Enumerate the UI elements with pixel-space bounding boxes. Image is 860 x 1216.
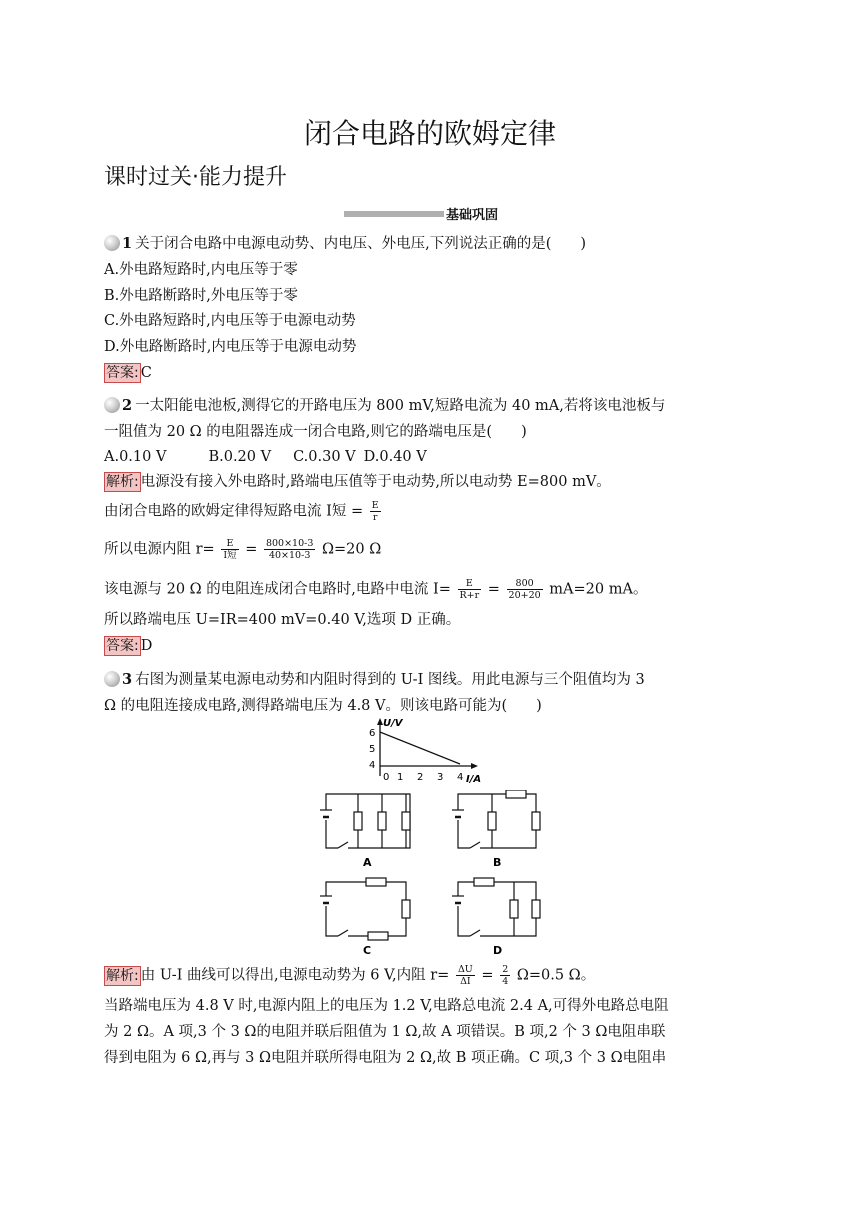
q2-option-b: B.0.20 V <box>208 449 272 465</box>
question-marker-icon <box>104 235 120 251</box>
q3-analysis-4: 得到电阻为 6 Ω,再与 3 Ω电阻并联所得电阻为 2 Ω,故 B 项正确。C 项,3 个 3 Ω电阻串 <box>104 1050 667 1066</box>
q1-option-a: A.外电路短路时,内电压等于零 <box>104 262 298 278</box>
q1-stem <box>104 234 586 254</box>
section-header <box>344 204 498 223</box>
question-marker-icon <box>104 397 120 413</box>
q2-option-c: C.0.30 V <box>293 449 356 465</box>
section-bar <box>344 211 444 217</box>
ui-graph <box>366 716 496 788</box>
fraction-e-over-r: $\frac{E}{r}$ <box>371 500 379 523</box>
q2-answer-value: D <box>140 638 153 654</box>
circuit-d <box>450 876 550 958</box>
page-subtitle: 课时过关·能力提升 <box>104 165 287 190</box>
q3-analysis-text-1b: Ω=0.5 Ω。 <box>516 967 596 984</box>
section-title: 基础巩固 <box>446 208 499 223</box>
fraction-800-over-40sum: $\frac{800}{20+20}$ <box>508 578 541 601</box>
q1-number: 1 <box>122 235 133 252</box>
analysis-label: 解析: <box>106 967 139 984</box>
graph-x-arrow-icon <box>471 763 478 769</box>
q2-analysis-text-1: 电源没有接入外电路时,路端电压值等于电动势,所以电动势 E=800 mV。 <box>140 474 611 490</box>
circuit-a <box>318 790 418 872</box>
q2-analysis-text-2: 由闭合电路的欧姆定律得短路电流 I短 = <box>104 503 364 520</box>
circuit-c <box>318 876 418 958</box>
q2-analysis-text-4: 该电源与 20 Ω 的电阻连成闭合电路时,电路中电流 I= <box>104 581 451 598</box>
graph-xtick-label: 2 <box>417 772 424 783</box>
q1-option-b: B.外电路断路时,外电压等于零 <box>104 288 298 304</box>
q3-stem-1 <box>104 670 645 690</box>
q1-answer-value: C <box>140 365 152 381</box>
q2-analysis-text-4-tail: mA=20 mA。 <box>549 581 648 598</box>
question-marker-icon <box>104 671 120 687</box>
q2-option-d: D.0.40 V <box>363 449 427 465</box>
q2-analysis-2 <box>104 500 383 523</box>
page-title: 闭合电路的欧姆定律 <box>303 117 556 150</box>
q2-stem-2: 一阻值为 20 Ω 的电阻器连成一闭合电路,则它的路端电压是( ) <box>104 424 527 440</box>
q3-analysis-1: 解析: 由 U-I 曲线可以得出,电源电动势为 6 V,内阻 r= $\frac{\Delta U}{\Delta I}$ = $\frac{2}{4}$ Ω=0.5 Ω。 <box>106 964 596 987</box>
q2-stem-1 <box>104 396 665 416</box>
fraction-800-over-40: $\frac{800\times 10-3}{40\times 10-3}$ <box>265 538 314 561</box>
graph-ytick-label: 6 <box>369 728 376 739</box>
graph-xtick-label: 4 <box>457 772 464 783</box>
answer-label: 答案: <box>106 365 139 381</box>
q2-number: 2 <box>122 397 133 414</box>
q3-analysis-2: 当路端电压为 4.8 V 时,电源内阻上的电压为 1.2 V,电路总电流 2.4 A,可得外电路总电阻 <box>104 998 669 1014</box>
q2-analysis-5: 所以路端电压 U=IR=400 mV=0.40 V,选项 D 正确。 <box>104 612 461 628</box>
graph-ytick-label: 5 <box>369 744 376 755</box>
graph-xtick-label: 1 <box>397 772 404 783</box>
q1-stem-text: 关于闭合电路中电源电动势、内电压、外电压,下列说法正确的是( ) <box>135 236 587 252</box>
graph-xtick-label: 0 <box>383 772 390 783</box>
fraction-e-over-rr: $\frac{E}{R+r}$ <box>459 578 480 601</box>
q2-analysis-text-3: 所以电源内阻 r= <box>104 541 215 558</box>
fraction-2-over-4: $\frac{2}{4}$ <box>502 964 509 987</box>
q3-stem-2: Ω 的电阻连接成电路,测得路端电压为 4.8 V。则该电路可能为( ) <box>104 698 542 714</box>
answer-label: 答案: <box>106 638 139 654</box>
q1-answer <box>104 363 152 383</box>
q3-analysis-3: 为 2 Ω。A 项,3 个 3 Ω的电阻并联后阻值为 1 Ω,故 A 项错误。B 项,2 个 3 Ω电阻串联 <box>104 1024 666 1040</box>
graph-ticks <box>369 728 463 783</box>
analysis-label: 解析: <box>106 474 139 490</box>
graph-data-line <box>380 732 460 764</box>
q2-analysis-3: 所以电源内阻 r= $\frac{E}{\text{I短}}$ = $\frac{800\times 10-3}{40\times 10-3}$ Ω=20 Ω <box>104 538 382 561</box>
q2-stem-text-1: 一太阳能电池板,测得它的开路电压为 800 mV,短路电流为 40 mA,若将该电池板与 <box>135 398 666 414</box>
graph-xtick-label: 3 <box>437 772 444 783</box>
q3-stem-text-1: 右图为测量某电源电动势和内阻时得到的 U-I 图线。用此电源与三个阻值均为 3 <box>135 672 645 688</box>
circuit-b-label: B <box>493 856 502 869</box>
graph-xlabel: I/A <box>466 774 482 785</box>
circuit-c-label: C <box>363 944 372 957</box>
switch-icon <box>338 842 348 848</box>
q3-analysis-text-1a: 由 U-I 曲线可以得出,电源电动势为 6 V,内阻 r= <box>140 967 450 984</box>
q1-option-c: C.外电路短路时,内电压等于电源电动势 <box>104 313 356 329</box>
q2-answer <box>104 636 152 656</box>
q2-analysis-text-3-tail: Ω=20 Ω <box>322 541 382 558</box>
circuit-a-label: A <box>363 856 372 869</box>
q2-analysis-1 <box>104 472 611 492</box>
q2-options <box>104 447 427 467</box>
q1-option-d: D.外电路断路时,内电压等于电源电动势 <box>104 339 357 355</box>
circuit-b <box>450 790 550 872</box>
fraction-e-over-ishort: $\frac{E}{\text{I短}}$ <box>223 538 237 561</box>
q3-number: 3 <box>122 671 133 688</box>
circuit-d-label: D <box>493 944 503 957</box>
graph-ylabel: U/V <box>383 718 403 729</box>
graph-ytick-label: 4 <box>369 760 376 771</box>
q2-analysis-4: 该电源与 20 Ω 的电阻连成闭合电路时,电路中电流 I= $\frac{E}{R+r}$ = $\frac{800}{20+20}$ mA=20 mA。 <box>104 578 648 601</box>
fraction-du-over-di: $\frac{\Delta U}{\Delta I}$ <box>457 964 473 987</box>
q2-option-a: A.0.10 V <box>104 449 167 465</box>
